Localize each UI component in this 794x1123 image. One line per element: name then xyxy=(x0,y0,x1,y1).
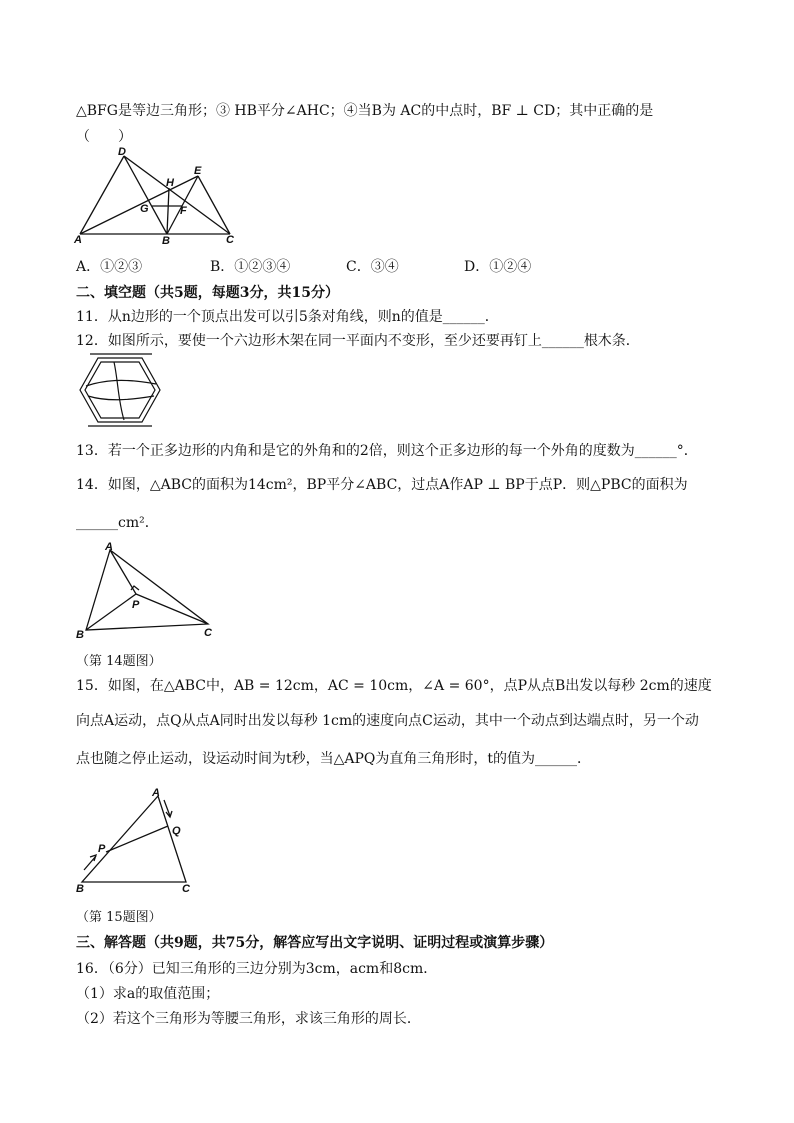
q15-text-line2: 向点A运动，点Q从点A同时出发以每秒 1cm的速度向点C运动，其中一个动点到达端点时，另一个动 xyxy=(76,713,699,729)
label-c: C xyxy=(204,627,212,639)
q13-text: 13．若一个正多边形的内角和是它的外角和的2倍，则这个正多边形的每一个外角的度数为______°． xyxy=(76,443,698,459)
segment-bp xyxy=(86,594,136,630)
line-ad xyxy=(80,156,124,234)
q14-figure xyxy=(72,540,222,644)
label-e: E xyxy=(194,165,202,177)
q14-text-line1: 14．如图，△ABC的面积为14cm²，BP平分∠ABC，过点A作AP ⊥ BP于点P．则△PBC的面积为 xyxy=(76,477,688,493)
line-hb xyxy=(167,188,169,234)
choice-b[interactable]: B．①②③④ xyxy=(210,259,291,275)
q15-caption: （第 15题图） xyxy=(76,910,162,925)
label-p: P xyxy=(98,843,106,855)
q15-text-line1: 15．如图，在△ABC中，AB = 12cm，AC = 10cm，∠A = 60°，点P从点B出发以每秒 2cm的速度 xyxy=(76,678,712,694)
choice-c[interactable]: C．③④ xyxy=(346,259,399,275)
q10-figure xyxy=(72,146,242,246)
segment-pq xyxy=(106,826,168,852)
label-a: A xyxy=(105,541,113,553)
q10-text-line2: （ ） xyxy=(76,129,132,145)
q16-text: 16．（6分）已知三角形的三边分别为3cm，acm和8cm． xyxy=(76,961,438,977)
label-b: B xyxy=(162,235,170,246)
triangle-abc xyxy=(82,796,186,882)
section2-heading: 二、填空题（共5题，每题3分，共15分） xyxy=(76,285,339,301)
choice-a[interactable]: A．①②③ xyxy=(76,259,143,275)
label-b: B xyxy=(76,629,84,641)
line-ec xyxy=(198,176,230,234)
q14-text-line2: ______cm²． xyxy=(76,515,159,531)
hexagon-frame-inner xyxy=(85,362,155,418)
label-a: A xyxy=(152,787,160,799)
segment-pc xyxy=(136,594,208,624)
label-h: H xyxy=(166,177,174,189)
label-a: A xyxy=(74,234,82,246)
label-q: Q xyxy=(172,825,181,837)
q15-text-line3: 点也随之停止运动，设运动时间为t秒，当△APQ为直角三角形时，t的值为______． xyxy=(76,751,592,767)
q16-part2: （2）若这个三角形为等腰三角形，求该三角形的周长． xyxy=(76,1011,421,1027)
label-c: C xyxy=(182,883,190,894)
q11-text: 11．从n边形的一个顶点出发可以引5条对角线，则n的值是______． xyxy=(76,309,499,325)
q12-text: 12．如图所示，要使一个六边形木架在同一平面内不变形，至少还要再钉上______根木条． xyxy=(76,333,640,349)
q15-figure xyxy=(72,782,202,894)
label-f: F xyxy=(180,205,187,217)
q10-text-line1: △BFG是等边三角形；③ HB平分∠AHC；④当B为 AC的中点时，BF ⊥ CD；其中正确的是 xyxy=(76,103,654,119)
brace-2 xyxy=(114,362,124,420)
segment-ap xyxy=(110,550,136,594)
label-b: B xyxy=(76,883,84,894)
brace-1 xyxy=(86,380,156,386)
label-g: G xyxy=(140,203,149,215)
section3-heading: 三、解答题（共9题，共75分，解答应写出文字说明、证明过程或演算步骤） xyxy=(76,935,554,951)
label-d: D xyxy=(118,146,126,158)
brace-3 xyxy=(88,396,154,400)
triangle-abc xyxy=(86,550,208,630)
line-dc xyxy=(124,156,230,234)
q16-part1: （1）求a的取值范围； xyxy=(76,986,220,1002)
hexagon-frame xyxy=(80,358,160,422)
q12-hexagon-figure xyxy=(74,350,166,432)
choice-d[interactable]: D．①②④ xyxy=(464,259,532,275)
label-p: P xyxy=(132,599,140,611)
q14-caption: （第 14题图） xyxy=(76,654,162,669)
label-c: C xyxy=(226,234,234,246)
